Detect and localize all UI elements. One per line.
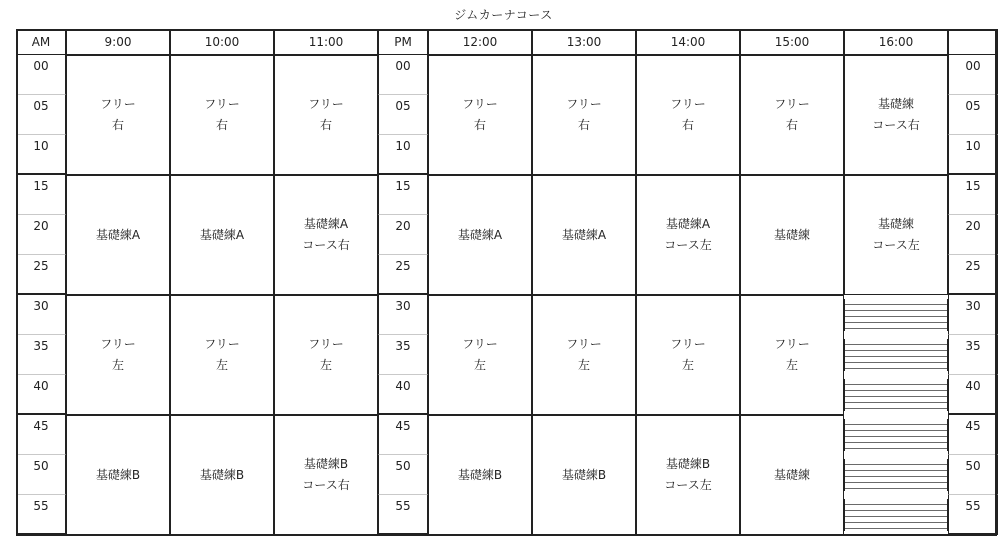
- schedule-block[interactable]: [428, 175, 532, 295]
- unavailable-slot: [844, 499, 948, 531]
- block-label: 基礎練: [773, 227, 810, 242]
- minute-label: 35: [378, 335, 428, 375]
- minute-label: 55: [378, 495, 428, 535]
- minute-label: 40: [378, 375, 428, 415]
- block-label: 基礎練B: [303, 457, 349, 471]
- minute-label: 55: [16, 495, 66, 535]
- minute-label: 30: [948, 295, 998, 335]
- schedule-block[interactable]: [170, 175, 274, 295]
- hour-column-header: 9:00: [66, 29, 170, 55]
- schedule-block[interactable]: [844, 175, 948, 295]
- block-label: フリー: [670, 97, 706, 111]
- minute-label: 05: [378, 95, 428, 135]
- minute-label: 10: [16, 135, 66, 175]
- block-label: フリー: [774, 97, 810, 111]
- minute-label: 25: [948, 255, 998, 295]
- minute-label: 55: [948, 495, 998, 535]
- minute-label: 30: [378, 295, 428, 335]
- block-label: 左: [473, 358, 486, 372]
- schedule-block[interactable]: [740, 55, 844, 175]
- block-label: コース右: [302, 238, 350, 252]
- minute-column-header: PM: [378, 29, 428, 55]
- minute-label: 10: [948, 135, 998, 175]
- schedule-block[interactable]: [740, 295, 844, 415]
- hour-column-header: 13:00: [532, 29, 636, 55]
- block-label: 基礎練A: [303, 217, 349, 231]
- schedule-block[interactable]: [274, 415, 378, 535]
- minute-label: 00: [16, 55, 66, 95]
- minute-label: 05: [16, 95, 66, 135]
- block-label: 基礎練: [877, 217, 914, 231]
- block-label: フリー: [462, 97, 498, 111]
- schedule-block[interactable]: [636, 55, 740, 175]
- block-label: 基礎練B: [665, 457, 711, 471]
- block-label: フリー: [308, 97, 344, 111]
- minute-label: 35: [948, 335, 998, 375]
- minute-label: 10: [378, 135, 428, 175]
- block-label: 右: [681, 118, 694, 132]
- block-label: 左: [785, 358, 798, 372]
- unavailable-slot: [844, 339, 948, 371]
- block-label: 基礎練B: [199, 467, 245, 482]
- minute-label: 20: [948, 215, 998, 255]
- page-title: ジムカーナコース: [454, 8, 553, 22]
- schedule-block[interactable]: [740, 175, 844, 295]
- minute-label: 45: [948, 415, 998, 455]
- block-label: 右: [111, 118, 124, 132]
- block-label: コース右: [302, 478, 350, 492]
- minute-label: 50: [948, 455, 998, 495]
- schedule-block[interactable]: [636, 415, 740, 535]
- block-label: 基礎練B: [95, 467, 141, 482]
- schedule-block[interactable]: [532, 175, 636, 295]
- block-label: 右: [473, 118, 486, 132]
- hour-column-header: 14:00: [636, 29, 740, 55]
- schedule-block[interactable]: [740, 415, 844, 535]
- block-label: 基礎練B: [561, 467, 607, 482]
- block-label: 左: [577, 358, 590, 372]
- schedule-block[interactable]: [844, 55, 948, 175]
- schedule-grid: [16, 29, 997, 536]
- schedule-block[interactable]: [532, 415, 636, 535]
- schedule-block[interactable]: [66, 415, 170, 535]
- block-label: フリー: [204, 97, 240, 111]
- minute-label: 15: [948, 175, 998, 215]
- block-label: 基礎練A: [199, 227, 245, 242]
- block-label: 基礎練A: [95, 227, 141, 242]
- minute-label: 30: [16, 295, 66, 335]
- block-label: 基礎練A: [665, 217, 711, 231]
- block-label: 右: [785, 118, 798, 132]
- schedule-block[interactable]: [170, 55, 274, 175]
- hour-column-header: 12:00: [428, 29, 532, 55]
- block-label: 左: [319, 358, 332, 372]
- hour-column-header: 10:00: [170, 29, 274, 55]
- minute-label: 05: [948, 95, 998, 135]
- minute-label: 40: [16, 375, 66, 415]
- unavailable-slot: [844, 299, 948, 331]
- block-label: コース左: [664, 478, 712, 492]
- schedule-block[interactable]: [274, 55, 378, 175]
- hour-column-header: 11:00: [274, 29, 378, 55]
- block-label: 基礎練: [773, 467, 810, 482]
- schedule-block[interactable]: [274, 175, 378, 295]
- minute-label: 25: [16, 255, 66, 295]
- unavailable-slot: [844, 419, 948, 451]
- minute-label: 35: [16, 335, 66, 375]
- minute-label: 25: [378, 255, 428, 295]
- block-label: コース右: [872, 118, 920, 132]
- block-label: 基礎練A: [457, 227, 503, 242]
- minute-label: 45: [378, 415, 428, 455]
- unavailable-slot: [844, 379, 948, 411]
- block-label: 右: [319, 118, 332, 132]
- block-label: フリー: [774, 337, 810, 351]
- block-label: 左: [215, 358, 228, 372]
- block-label: コース左: [664, 238, 712, 252]
- hour-column-header: 16:00: [844, 29, 948, 55]
- minute-label: 00: [948, 55, 998, 95]
- schedule-block[interactable]: [428, 295, 532, 415]
- hour-column-header: 15:00: [740, 29, 844, 55]
- block-label: 基礎練B: [457, 467, 503, 482]
- block-label: フリー: [204, 337, 240, 351]
- minute-label: 20: [16, 215, 66, 255]
- block-label: 右: [577, 118, 590, 132]
- block-label: フリー: [566, 97, 602, 111]
- block-label: コース左: [872, 238, 920, 252]
- unavailable-slot: [844, 459, 948, 491]
- schedule-block[interactable]: [636, 295, 740, 415]
- minute-label: 15: [16, 175, 66, 215]
- block-label: フリー: [308, 337, 344, 351]
- block-label: フリー: [100, 337, 136, 351]
- minute-label: 50: [378, 455, 428, 495]
- block-label: 基礎練: [877, 97, 914, 111]
- schedule-block[interactable]: [636, 175, 740, 295]
- minute-label: 00: [378, 55, 428, 95]
- block-label: 左: [681, 358, 694, 372]
- minute-label: 45: [16, 415, 66, 455]
- block-label: 右: [215, 118, 228, 132]
- block-label: フリー: [670, 337, 706, 351]
- block-label: フリー: [566, 337, 602, 351]
- schedule-block[interactable]: [428, 55, 532, 175]
- schedule-block[interactable]: [66, 55, 170, 175]
- schedule-block[interactable]: [170, 295, 274, 415]
- schedule-block[interactable]: [66, 175, 170, 295]
- minute-label: 15: [378, 175, 428, 215]
- schedule-block[interactable]: [66, 295, 170, 415]
- minute-column-header: AM: [16, 29, 66, 55]
- schedule-block[interactable]: [170, 415, 274, 535]
- minute-label: 40: [948, 375, 998, 415]
- block-label: 基礎練A: [561, 227, 607, 242]
- schedule-block[interactable]: [428, 415, 532, 535]
- schedule-block[interactable]: [532, 295, 636, 415]
- block-label: 左: [111, 358, 124, 372]
- schedule-block[interactable]: [532, 55, 636, 175]
- minute-column-header: [948, 29, 998, 55]
- schedule-block[interactable]: [274, 295, 378, 415]
- block-label: フリー: [100, 97, 136, 111]
- block-label: フリー: [462, 337, 498, 351]
- minute-label: 50: [16, 455, 66, 495]
- minute-label: 20: [378, 215, 428, 255]
